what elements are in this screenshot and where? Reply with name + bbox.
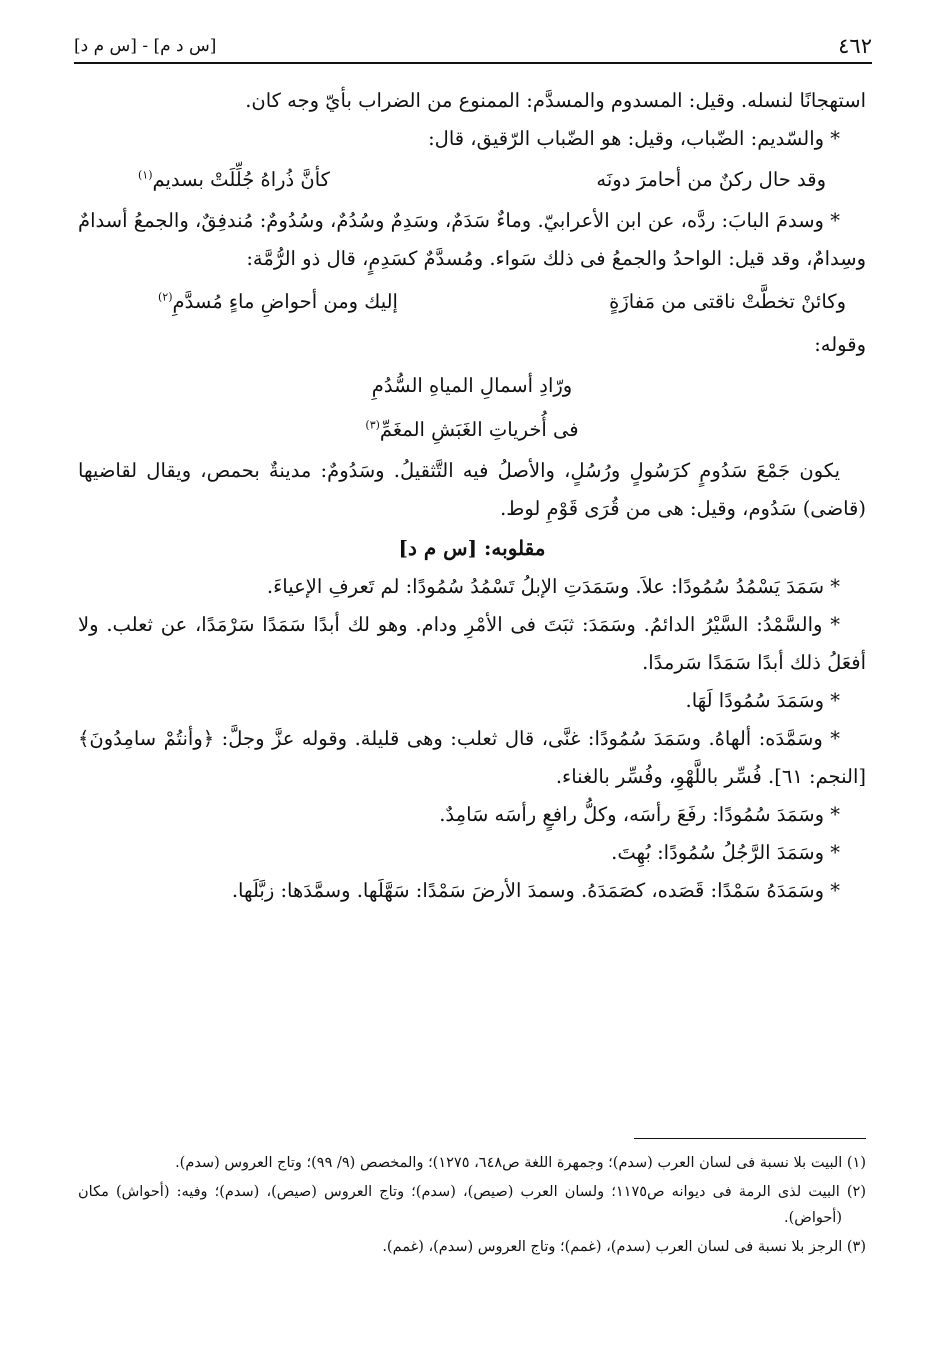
footnotes [78,1150,866,1263]
footnote: (١) البيت بلا نسبة فى لسان العرب (سدم)؛ وجمهرة اللغة ص٦٤٨، ١٢٧٥)؛ والمخصص (٩/ ٩٩)؛ وتاج العروس (سدم). [175,1155,866,1171]
rajaz-line: فى أُخرياتِ الغَبَشِ المغَمِّ$^{(٣)}$ [365,418,579,441]
footnote: (٢) البيت لذى الرمة فى ديوانه ص١١٧٥؛ ولسان العرب (صيص)، (سدم)؛ وتاج العروس (صيص)، (سدم)؛ وفيه: (أحواش) مكان (أحواض). [78,1184,866,1226]
paragraph: * وسَمَدَ الرَّجُلُ سُمُودًا: بُهِتَ. [611,841,840,864]
paragraph: * سَمَدَ يَسْمُدُ سُمُودًا: علاَ. وسَمَدَتِ الإبلُ تَسْمُدُ سُمُودًا: لم تَعرفِ الإعياءَ. [266,575,840,598]
footnote-ref: (٣) [365,418,380,432]
section-heading: مقلوبه: [س م د] [398,536,546,560]
paragraph: وقوله: [814,333,866,356]
paragraph: * والسَّمْدُ: السَّيْرُ الدائمُ. وسَمَدَ: ثبَتَ فى الأمْرِ ودام. وهو لك أبدًا سَمَدًا سَرْمَدًا، عن ثعلب. ولا أفعَلُ ذلك أبدًا سَمَدًا سَرمدًا. [78,613,866,674]
page-header [74,26,872,64]
verse-hemistich-first: وكائنْ تخطَّتْ ناقتى من مَفازَةٍ [609,290,846,313]
paragraph: يكون جَمْعَ سَدُومٍ كرَسُولٍ ورُسُلٍ، والأصلُ فيه التَّثقيلُ. وسَدُومٌ: مدينةٌ بحمص، ويقال لقاضيها (قاضى) سَدُوم، وقيل: هى من قُرَى قَوْمِ لوط. [78,459,866,520]
paragraph: استهجانًا لنسله. وقيل: المسدوم والمسدَّم: الممنوع من الضراب بأيّ وجه كان. [245,89,866,112]
footnote-ref: (٢) [158,290,173,304]
paragraph: * وسَمَدَهُ سَمْدًا: قَصَده، كصَمَدَهُ. وسمدَ الأرضَ سَمْدًا: سَهَّلَها. وسمَّدَها: زبَّلَها. [231,879,840,902]
main-text [78,82,866,910]
rajaz-line: ورّادِ أسمالِ المياهِ السُّدُمِ [371,374,573,397]
running-title: [س د م] - [س م د] [74,36,217,56]
poetry-verse [158,282,846,322]
verse-hemistich-second: إليك ومن أحواضِ ماءٍ مُسدَّمِ$^{(٢)}$ [158,290,398,313]
poetry-verse [138,160,826,200]
rajaz-verse [78,364,866,452]
verse-hemistich-second: كأنَّ ذُراهُ جُلِّلَتْ بسديم$^{(١)}$ [138,168,330,191]
paragraph: * والسّديم: الضّباب، وقيل: هو الضّباب الرّقيق، قال: [428,127,840,150]
paragraph: * وسَمَدَ سُمُودًا لَهَا. [685,689,840,712]
verse-hemistich-first: وقد حال ركنٌ من أحامرَ دونَه [596,168,826,191]
paragraph: * وسدمَ البابَ: ردَّه، عن ابن الأعرابيّ. وماءٌ سَدَمٌ، وسَدِمٌ وسُدُمٌ، وسُدُومٌ: مُندفِقٌ، والجمعُ أسدامٌ وسِدامٌ، وقد قيل: الواحدُ والجمعُ فى ذلك سَواء. ومُسدَّمٌ كسَدِمٍ، قال ذو الرُّمَّة: [78,209,866,270]
footnote-ref: (١) [138,168,153,182]
paragraph: * وسَمَدَ سُمُودًا: رفَعَ رأسَه، وكلُّ رافعٍ رأسَه سَامِدٌ. [439,803,840,826]
paragraph: * وسَمَّدَه: ألهاهُ. وسَمَدَ سُمُودًا: غنَّى، قال ثعلب: وهى قليلة. وقوله عزَّ وجلَّ: ﴿وأنتُمْ سامِدُونَ﴾ [النجم: ٦١]. فُسِّر باللَّهْوِ، وفُسِّر بالغناء. [78,727,866,788]
footnote-divider [634,1138,866,1139]
footnote: (٣) الرجز بلا نسبة فى لسان العرب (سدم)، (غمم)؛ وتاج العروس (سدم)، (غمم). [382,1239,866,1255]
page-number: ٤٦٢ [838,34,872,58]
